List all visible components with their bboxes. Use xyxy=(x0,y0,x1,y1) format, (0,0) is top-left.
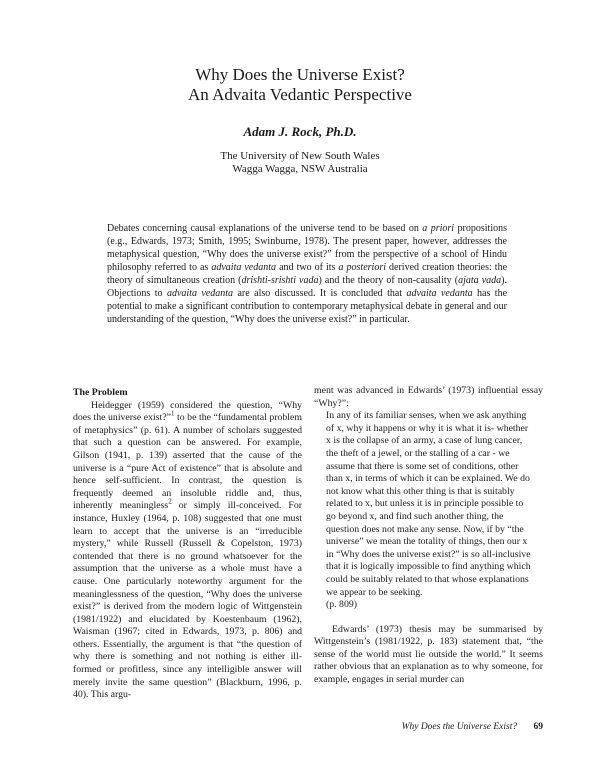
page-number: 69 xyxy=(533,722,543,732)
abstract-text: ) and the theory of non-causality ( xyxy=(318,275,459,286)
abstract-italic: ajata vada xyxy=(458,275,502,286)
abstract-text: ). Objections to xyxy=(107,275,507,299)
section-heading: The Problem xyxy=(73,387,128,398)
footnote-marker[interactable]: 1 xyxy=(170,409,175,418)
author-name: Adam J. Rock, Ph.D. xyxy=(243,124,357,139)
abstract-text: derived creation theories: the theory of simultaneous creation ( xyxy=(107,262,508,286)
abstract-italic: a priori xyxy=(422,223,455,234)
right-column xyxy=(314,385,543,687)
paper-title xyxy=(0,65,600,105)
affiliation xyxy=(0,150,600,176)
page-footer xyxy=(402,722,543,732)
continued-paragraph: ment was advanced in Edwards’ (1973) influential essay “Why?”: xyxy=(314,385,543,409)
paragraph-text: to be the “fundamental problem of metaphysics” (p. 61). A number of scholars suggested that such a question can be answered. For example, Gilson (1941, p. 139) asserted that the cause of the universe is a “pure Act of existence” that is absolute and hence self-sufficient. In contrast, the question is frequently deemed an insoluble riddle and, thus, inherently meaningless xyxy=(73,412,303,512)
affiliation-line-1: The University of New South Wales xyxy=(220,150,380,162)
abstract-text: are also discussed. It is concluded that xyxy=(233,288,407,299)
paragraph-text: or simply ill-conceived. For instance, Huxley (1964, p. 108) suggested that one must learn to accept that the universe is an “irreducible mystery,” while Russell (Russell & Copelston, 1973) contended that there is no ground whatsoever for the assumption that the universe as a whole must have a cause. One particularly noteworthy argument for the meaninglessness of the question, “Why does the universe exist?” is derived from the modern logic of Wittgenstein (1981/1922) and elucidated by Koestenbaum (1962), Waisman (1967; cited in Edwards, 1973, p. 806) and others. Essentially, the argument is that “the question of why there is something and not nothing is either ill-formed or profitless, since any intelligible answer will merely invite the same question” (Blackburn, 1996, p. 40). This argu- xyxy=(73,500,302,701)
abstract-italic: a posteriori xyxy=(338,262,386,273)
abstract-text: Debates concerning causal explanations of the universe tend to be based on xyxy=(107,223,423,234)
abstract-text: propositions (e.g., Edwards, 1973; Smith, 1995; Swinburne, 1978). The present paper, however, addresses the metaphysical question, “Why does the universe exist?” from the perspective of a school of Hindu philosophy referred to as xyxy=(107,223,507,273)
paragraph-text: Heidegger (1959) considered the question, “Why does the universe exist?” xyxy=(73,399,302,424)
abstract xyxy=(107,222,507,326)
left-column xyxy=(73,387,302,702)
affiliation-line-2: Wagga Wagga, NSW Australia xyxy=(232,163,368,175)
title-line-2: An Advaita Vedantic Perspective xyxy=(188,85,412,104)
footnote-marker[interactable]: 2 xyxy=(168,498,172,507)
abstract-italic: advaita vedanta xyxy=(406,288,473,299)
body-paragraph xyxy=(73,400,302,702)
abstract-italic: advaita vedanta xyxy=(211,262,277,273)
quote-citation: (p. 809) xyxy=(326,599,358,611)
abstract-italic: drishti-srishti vada xyxy=(241,275,319,286)
running-head: Why Does the Universe Exist? xyxy=(401,722,518,732)
abstract-text: has the potential to make a significant contribution to contemporary metaphysical debate in general and our understanding of the question, “Why does the universe exist?” in particular. xyxy=(107,288,508,325)
title-line-1: Why Does the Universe Exist? xyxy=(195,65,405,84)
block-quote: In any of its familiar senses, when we ask anything of x, why it happens or why it is what it is- whether x is the collapse of an army, a case of lung cancer, the theft of a jewel, or the stalling of a car - we assume that there is some set of conditions, other than x, in terms of which it can be explained. We do not know what this other thing is that is suitably related to x, but unless it is in principle possible to go beyond x, and find such another thing, the question does not make any sense. Now, if by “the universe” we mean the totality of things, then our x in “Why does the universe exist?” is so all-inclusive that it is logically impossible to find anything which could be suitably related to that whose explanations we appear to be seeking. xyxy=(326,410,531,598)
abstract-text: and two of its xyxy=(276,262,339,273)
abstract-italic: advaita vedanta xyxy=(166,288,234,299)
body-paragraph: Edwards’ (1973) thesis may be summarised by Wittgenstein’s (1981/1922, p. 183) statement that, “the sense of the world must lie outside the world.” It seems rather obvious that an explanation as to why someone, for example, engages in serial murder can xyxy=(314,623,543,686)
